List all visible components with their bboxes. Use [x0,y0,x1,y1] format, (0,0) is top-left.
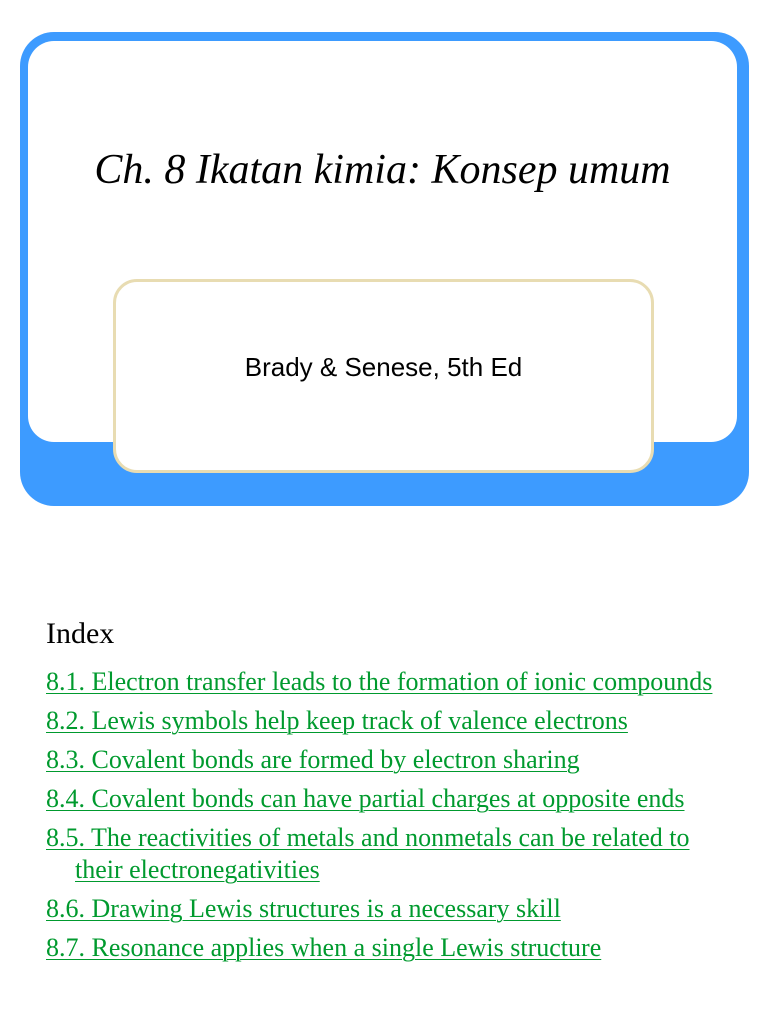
slide-subtitle: Brady & Senese, 5th Ed [244,352,523,382]
index-list [46,666,736,971]
index-link-8-4[interactable]: 8.4. Covalent bonds can have partial charges at opposite ends [46,784,685,813]
index-item [46,744,736,776]
index-link-8-1[interactable]: 8.1. Electron transfer leads to the formation of ionic compounds [46,667,713,696]
index-item [46,666,736,698]
index-link-8-3[interactable]: 8.3. Covalent bonds are formed by electron sharing [46,745,580,774]
index-item [46,783,736,815]
slide-title: Ch. 8 Ikatan kimia: Konsep umum [94,147,671,193]
index-item [46,893,736,925]
index-link-8-7[interactable]: 8.7. Resonance applies when a single Lewis structure [46,933,602,962]
index-item [46,932,736,964]
index-link-8-5[interactable]: 8.5. The reactivities of metals and nonmetals can be related to their electronegativities [46,823,690,884]
index-link-8-2[interactable]: 8.2. Lewis symbols help keep track of valence electrons [46,706,628,735]
index-heading: Index [46,617,115,650]
index-item [46,705,736,737]
index-link-8-6[interactable]: 8.6. Drawing Lewis structures is a necessary skill [46,894,561,923]
index-item [46,822,736,886]
